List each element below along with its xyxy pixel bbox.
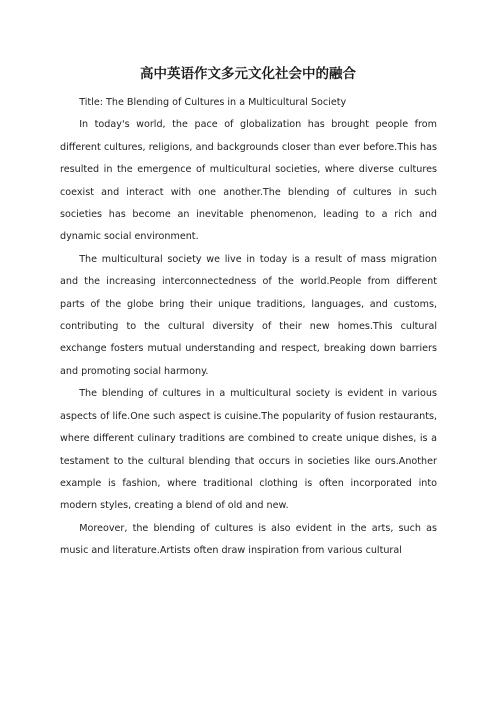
essay-title-line: Title: The Blending of Cultures in a Multicultural Society [79,97,347,108]
document-title: 高中英语作文多元文化社会中的融合 [140,66,356,82]
document-body [60,92,437,563]
paragraph: In today's world, the pace of globalization has brought people from different cultures, religions, and backgrounds closer than ever before.This has resulted in the emergence of multicultural societies, where diverse cultures coexist and interact with one another.The blending of cultures in such societies has become an inevitable phenomenon, leading to a rich and dynamic social environment. [60,119,437,243]
paragraph: The blending of cultures in a multicultural society is evident in various aspects of life.One such aspect is cuisine.The popularity of fusion restaurants, where different culinary traditions are combined to create unique dishes, is a testament to the cultural blending that occurs in societies like ours.Another example is fashion, where traditional clothing is often incorporated into modern styles, creating a blend of old and new. [60,388,437,512]
paragraph: Moreover, the blending of cultures is also evident in the arts, such as music and literature.Artists often draw inspiration from various cultural [60,522,437,557]
paragraph: The multicultural society we live in today is a result of mass migration and the increasing interconnectedness of the world.People from different parts of the globe bring their unique traditions, languages, and customs, contributing to the cultural diversity of their new homes.This cultural exchange fosters mutual understanding and respect, breaking down barriers and promoting social harmony. [60,253,437,377]
